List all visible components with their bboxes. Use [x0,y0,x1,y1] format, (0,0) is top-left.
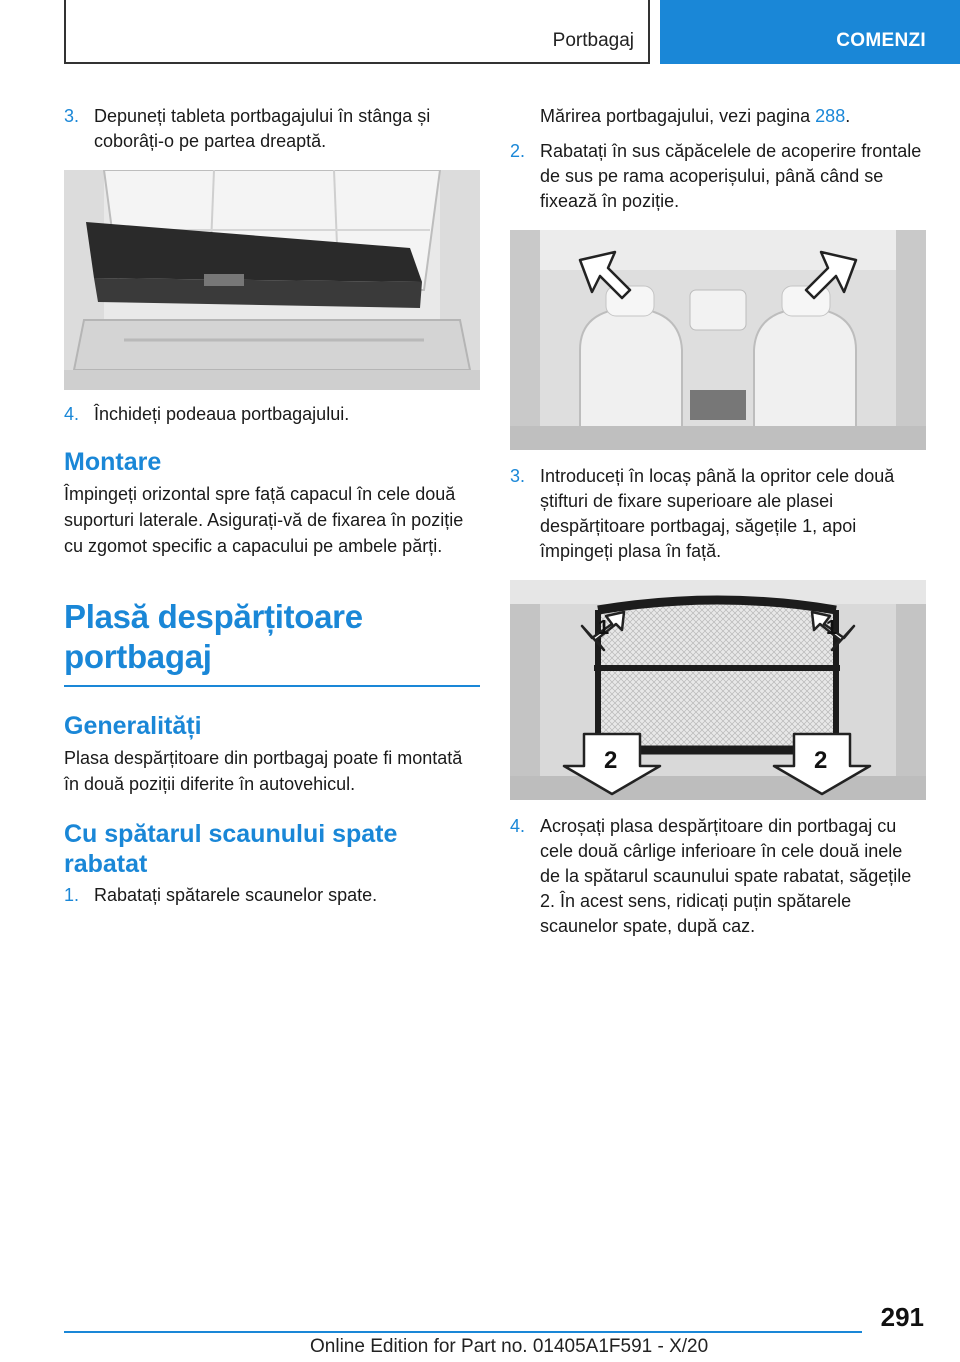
step-text: Rabatați în sus căpăcelele de acoperire frontale de sus pe rama acoperișului, până când se fixează în poziție. [540,141,922,211]
montare-paragraph: Împingeți orizontal spre față capacul în cele două suporturi laterale. Asigurați-vă de fixarea în poziție cu zgomot specific a capacului pe ambele părți. [64,484,464,556]
arrow-label-2-right: 2 [814,747,828,774]
right-column [510,104,926,949]
section-rule [64,685,480,687]
step-number: 3. [510,466,526,486]
arrow-label-1-left: 1 [598,617,610,639]
step-text: Depuneți tableta portbagajului în stânga și coborâți-o pe partea dreaptă. [94,106,431,151]
section-title: Portbagaj [552,30,634,51]
arrow-label-1-right: 1 [826,617,838,639]
main-section-heading: Plasă despărțitoare portbagaj [64,598,363,675]
generalitati-heading: Generalități [64,712,202,740]
continued-text-end: . [845,106,851,126]
montare-heading: Montare [64,448,162,476]
step-text: Închideți podeaua portbagajului. [94,404,350,424]
step-number: 2. [510,141,526,161]
left-column [64,104,480,918]
continued-text-body: Mărirea portbagajului, vezi pagina [540,106,816,126]
step-text: Introduceți în locaș până la opritor cele două știfturi de fixare superioare ale plasei despărțitoare portbagaj, săgețile 1, apoi împingeți plasa în față. [540,466,895,561]
trunk-floor-figure [64,170,480,390]
roof-covers-figure [510,230,926,450]
chapter-tab[interactable] [660,0,960,64]
step-text: Rabatați spătarele scaunelor spate. [94,885,378,905]
net-installation-illustration [510,580,926,800]
roof-covers-illustration [510,230,926,450]
step-4-left [64,402,480,427]
page-reference-link[interactable]: 288 [815,106,846,126]
step-3-right [510,464,926,564]
trunk-floor-illustration [64,170,480,390]
rear-seat-heading: Cu spătarul scaunului spate rabatat [64,820,398,878]
step-number: 4. [64,404,80,424]
chapter-tab-label: COMENZI [836,30,926,51]
step-number: 4. [510,816,526,836]
edition-text: Online Edition for Part no. 01405A1F591 - X/20 [310,1336,709,1357]
generalitati-paragraph: Plasa despărțitoare din portbagaj poate fi montată în două poziții diferite în autovehicul. [64,748,463,794]
step-3-left [64,104,480,154]
step-number: 3. [64,106,80,126]
arrow-label-2-left: 2 [604,747,618,774]
step-text: Acroșați plasa despărțitoare din portbagaj cu cele două cârlige inferioare în cele două inele de la spătarul scaunului spate rabatat, săgețile 2. În acest sens, ridicați puțin spătarele scaunelor spate, după caz. [540,816,912,936]
continued-text [510,104,926,129]
footer-rule [64,1331,862,1333]
step-number: 1. [64,885,80,905]
step-1-left [64,883,480,908]
page-number: 291 [880,1302,924,1332]
net-installation-figure [510,580,926,800]
step-4-right [510,814,926,939]
header-box [64,0,650,64]
step-2-right [510,139,926,214]
